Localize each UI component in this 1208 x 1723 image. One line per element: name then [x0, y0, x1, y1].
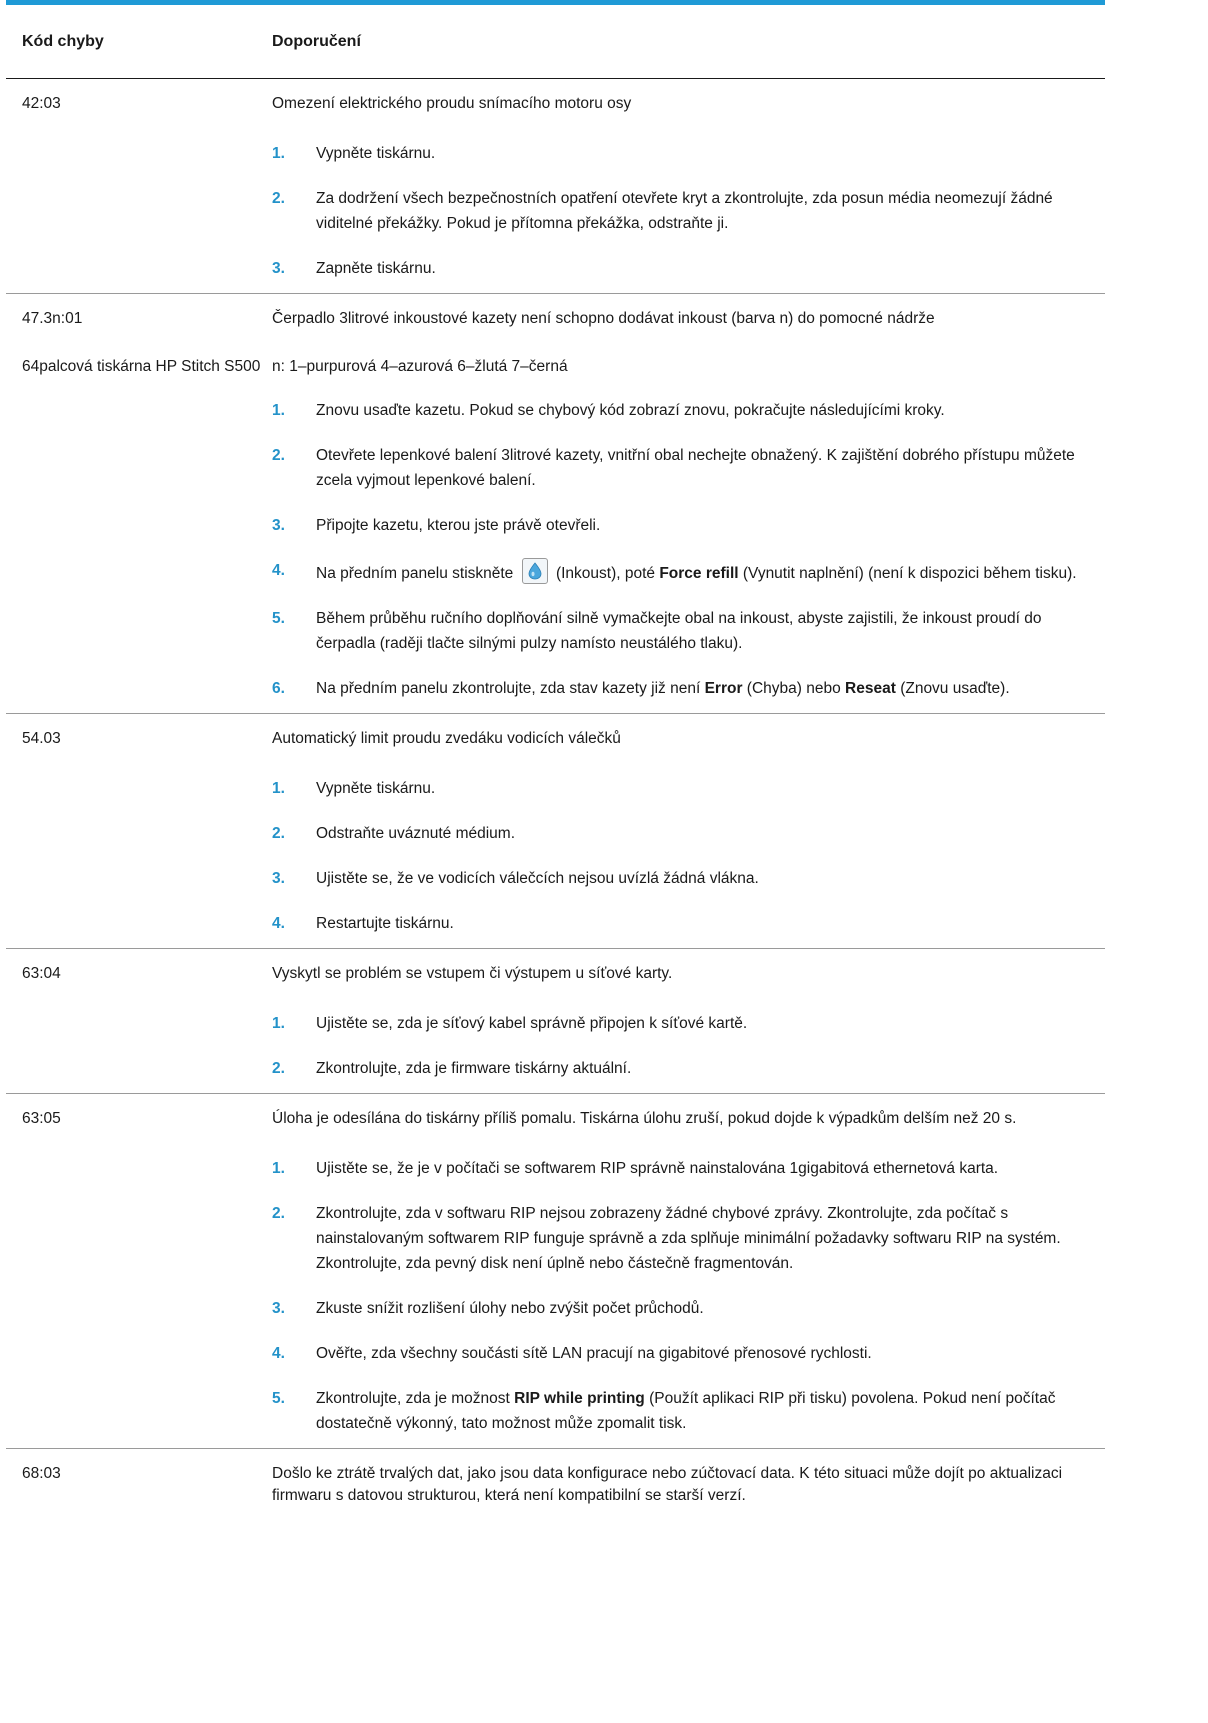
step-text-part: (Použít aplikaci RIP při tisku) povolena. Pokud není počítač dostatečně výkonný, tato možnost může zpomalit tisk.: [316, 1390, 1056, 1432]
step-text-part: Na předním panelu stiskněte: [316, 565, 514, 582]
step-list: [272, 1011, 1105, 1081]
step-number: 2.: [272, 1060, 285, 1077]
step-text: Ověřte, zda všechny součásti sítě LAN pracují na gigabitové přenosové rychlosti.: [316, 1345, 872, 1362]
row-description: Čerpadlo 3litrové inkoustové kazety není schopno dodávat inkoust (barva n) do pomocné nádrže: [272, 310, 935, 327]
table-row: [6, 1094, 1105, 1449]
step-text: Vypněte tiskárnu.: [316, 145, 436, 162]
step-list: [272, 1156, 1105, 1436]
table-row: [6, 79, 1105, 294]
row-description: Automatický limit proudu zvedáku vodicích válečků: [272, 730, 621, 747]
step-text: Vypněte tiskárnu.: [316, 780, 436, 797]
step-number: 2.: [272, 447, 285, 464]
ui-term: Reseat: [845, 680, 896, 697]
error-code: 47.3n:01: [22, 310, 83, 327]
row-description: Úloha je odesílána do tiskárny příliš pomalu. Tiskárna úlohu zruší, pokud dojde k výpadkům delším než 20 s.: [272, 1110, 1017, 1127]
step-item: [272, 186, 1105, 236]
step-item: [272, 513, 1105, 538]
step-text: Odstraňte uváznuté médium.: [316, 825, 516, 842]
step-item: [272, 443, 1105, 493]
ink-drop-icon: [522, 558, 548, 584]
step-text: [316, 676, 1105, 701]
step-item: [272, 398, 1105, 423]
step-text-part: (Inkoust), poté: [555, 565, 656, 582]
step-number: 1.: [272, 145, 285, 162]
step-number: 6.: [272, 680, 285, 697]
step-text: Zkontrolujte, zda je firmware tiskárny aktuální.: [316, 1060, 632, 1077]
step-item: [272, 141, 1105, 166]
step-text-part: Zkontrolujte, zda je možnost: [316, 1390, 510, 1407]
step-list: [272, 776, 1105, 936]
step-number: 4.: [272, 1345, 285, 1362]
step-text: Ujistěte se, že ve vodicích válečcích nejsou uvízlá žádná vlákna.: [316, 870, 759, 887]
table-header: [6, 5, 1105, 79]
ui-term: Error: [704, 680, 743, 697]
step-number: 2.: [272, 190, 285, 207]
step-number: 2.: [272, 825, 285, 842]
step-number: 4.: [272, 915, 285, 932]
step-text: Zkuste snížit rozlišení úlohy nebo zvýšit počet průchodů.: [316, 1300, 704, 1317]
step-number: 1.: [272, 780, 285, 797]
table-row: [6, 949, 1105, 1094]
table-row: [6, 1449, 1105, 1519]
step-number: 2.: [272, 1205, 285, 1222]
step-text: Zkontrolujte, zda v softwaru RIP nejsou zobrazeny žádné chybové zprávy. Zkontrolujte, zda počítač s nainstalovaným softwarem RIP funguje správně a zda splňuje minimální požadavky softwaru RIP na systém. Zkontrolujte, zda pevný disk není úplně nebo částečně fragmentován.: [316, 1205, 1061, 1272]
step-item: [272, 1341, 1105, 1366]
ui-term: RIP while printing: [514, 1390, 645, 1407]
step-number: 4.: [272, 562, 285, 579]
step-item: [272, 1201, 1105, 1276]
step-text: Ujistěte se, že je v počítači se softwarem RIP správně nainstalována 1gigabitová ethernetová karta.: [316, 1160, 999, 1177]
step-item: [272, 256, 1105, 281]
step-item: [272, 1056, 1105, 1081]
step-number: 1.: [272, 1160, 285, 1177]
step-text: [316, 1386, 1105, 1436]
step-number: 1.: [272, 1015, 285, 1032]
step-text: Připojte kazetu, kterou jste právě otevřeli.: [316, 517, 601, 534]
step-text: Otevřete lepenkové balení 3litrové kazety, vnitřní obal nechejte obnažený. K zajištění dobrého přístupu můžete zcela vyjmout lepenkové balení.: [316, 447, 1075, 489]
row-description: Došlo ke ztrátě trvalých dat, jako jsou data konfigurace nebo zúčtovací data. K této situaci může dojít po aktualizaci firmwaru s datovou strukturou, která není kompatibilní se starší verzí.: [272, 1465, 1063, 1504]
step-text-part: Na předním panelu zkontrolujte, zda stav kazety již není: [316, 680, 701, 697]
step-list: [272, 141, 1105, 281]
step-item: [272, 1386, 1105, 1436]
error-code: 63:05: [22, 1110, 61, 1127]
step-text-part: (Vynutit naplnění) (není k dispozici během tisku).: [742, 565, 1077, 582]
step-item: [272, 606, 1105, 656]
step-number: 5.: [272, 610, 285, 627]
step-number: 5.: [272, 1390, 285, 1407]
step-text: Restartujte tiskárnu.: [316, 915, 454, 932]
step-number: 3.: [272, 517, 285, 534]
step-item: [272, 676, 1105, 701]
step-text: [316, 558, 1105, 586]
step-text-part: (Chyba) nebo: [746, 680, 841, 697]
error-code: 42:03: [22, 95, 61, 112]
step-number: 3.: [272, 260, 285, 277]
step-item: [272, 1296, 1105, 1321]
header-error-code: Kód chyby: [22, 32, 104, 50]
step-item: [272, 866, 1105, 891]
step-text-part: (Znovu usaďte).: [900, 680, 1010, 697]
step-item: [272, 558, 1105, 586]
color-legend: n: 1–purpurová 4–azurová 6–žlutá 7–černá: [272, 358, 568, 375]
step-list: [272, 398, 1105, 701]
step-number: 1.: [272, 402, 285, 419]
error-code: 54.03: [22, 730, 61, 747]
ui-term: Force refill: [659, 565, 739, 582]
step-number: 3.: [272, 1300, 285, 1317]
error-code: 63:04: [22, 965, 61, 982]
error-code: 68:03: [22, 1465, 61, 1482]
step-item: [272, 1156, 1105, 1181]
header-recommendation: Doporučení: [272, 32, 361, 50]
step-number: 3.: [272, 870, 285, 887]
step-item: [272, 776, 1105, 801]
row-description: Vyskytl se problém se vstupem či výstupem u síťové karty.: [272, 965, 673, 982]
error-code-note: 64palcová tiskárna HP Stitch S500: [22, 358, 261, 375]
step-item: [272, 911, 1105, 936]
row-description: Omezení elektrického proudu snímacího motoru osy: [272, 95, 632, 112]
step-text: Zapněte tiskárnu.: [316, 260, 436, 277]
step-text: Ujistěte se, zda je síťový kabel správně připojen k síťové kartě.: [316, 1015, 748, 1032]
step-item: [272, 821, 1105, 846]
table-row: [6, 714, 1105, 949]
step-text: Znovu usaďte kazetu. Pokud se chybový kód zobrazí znovu, pokračujte následujícími kroky.: [316, 402, 945, 419]
step-item: [272, 1011, 1105, 1036]
table-row: [6, 294, 1105, 714]
step-text: Za dodržení všech bezpečnostních opatření otevřete kryt a zkontrolujte, zda posun média neomezují žádné viditelné překážky. Pokud je přítomna překážka, odstraňte ji.: [316, 190, 1053, 232]
step-text: Během průběhu ručního doplňování silně vymačkejte obal na inkoust, abyste zajistili, že inkoust proudí do čerpadla (raději tlačte silnými pulzy namísto neustálého tlaku).: [316, 610, 1042, 652]
